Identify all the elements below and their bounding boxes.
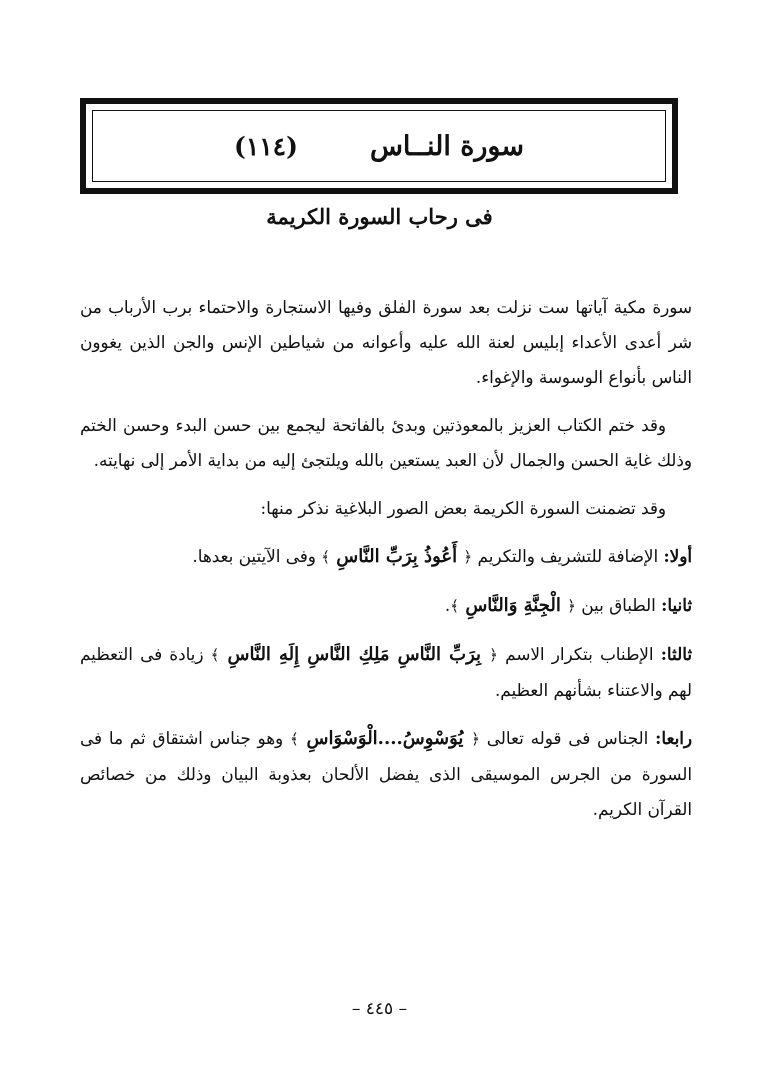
point-third-text: الإطناب بتكرار الاسم — [497, 644, 661, 664]
point-first-lead: أولا: — [663, 546, 692, 566]
point-second-after: . — [444, 595, 451, 615]
point-third-after: زيادة فى التعظيم لهم والاعتناء بشأنهم العظيم. — [80, 644, 692, 700]
point-fourth-after: وهو جناس اشتقاق ثم ما فى السورة من الجرس الموسيقى الذى يفضل الألحان بعذوبة البيان وذلك من خصائص القرآن الكريم. — [80, 728, 692, 819]
paragraph-opening-closing: وقد ختم الكتاب العزيز بالمعوذتين وبدئ بالفاتحة ليجمع بين حسن البدء وحسن الختم وذلك غاية الحسن والجمال لأن العبد يستعين بالله ويلتجئ إليه من بداية الأمر إلى نهايته. — [80, 415, 692, 470]
ornate-open-bracket-icon: ﴿ — [567, 597, 576, 615]
point-first-text: الإضافة للتشريف والتكريم — [472, 546, 664, 566]
page-body — [80, 290, 692, 840]
point-fourth-lead: رابعا: — [655, 728, 693, 748]
ornate-close-bracket-icon: ﴾ — [289, 730, 299, 748]
section-title: فى رحاب السورة الكريمة — [266, 204, 493, 229]
ornate-close-bracket-icon: ﴾ — [321, 548, 330, 566]
point-second-lead: ثانيا: — [661, 595, 692, 615]
point-third — [80, 637, 692, 708]
ornate-open-bracket-icon: ﴿ — [489, 646, 498, 664]
point-fourth-quote: يُوَسْوِسُ....الْوَسْوَاسِ — [298, 728, 472, 749]
surah-number: (١١٤) — [233, 131, 298, 161]
surah-name: سورة النــاس — [369, 130, 525, 162]
point-third-lead: ثالثا: — [660, 644, 692, 664]
point-second-text: الطباق بين — [575, 595, 662, 615]
ornate-open-bracket-icon: ﴿ — [463, 548, 473, 566]
point-second — [80, 588, 692, 624]
point-first-after: وفى الآيتين بعدها. — [192, 546, 322, 566]
ornate-open-bracket-icon: ﴿ — [471, 730, 480, 748]
ornate-close-bracket-icon: ﴾ — [450, 597, 460, 615]
paragraph-rhetoric-intro: وقد تضمنت السورة الكريمة بعض الصور البلاغية نذكر منها: — [260, 498, 666, 518]
point-fourth — [80, 721, 692, 827]
point-second-quote: الْجِنَّةِ وَالنَّاسِ — [459, 595, 568, 616]
point-first-quote: أَعُوذُ بِرَبِّ النَّاسِ — [330, 546, 464, 567]
ornate-close-bracket-icon: ﴾ — [210, 646, 220, 664]
surah-header-frame — [80, 98, 678, 194]
point-fourth-text: الجناس فى قوله تعالى — [479, 728, 656, 748]
paragraph-intro: سورة مكية آياتها ست نزلت بعد سورة الفلق وفيها الاستجارة والاحتماء برب الأرباب من شر أعدى الأعداء إبليس لعنة الله عليه وأعوانه من شياطين الإنس والجن الذين يغوون الناس بأنواع الوسوسة والإغواء. — [80, 297, 692, 387]
point-first — [80, 539, 692, 575]
surah-header-inner — [92, 110, 666, 182]
page-number: – ٤٤٥ – — [351, 999, 408, 1019]
point-third-quote: بِرَبِّ النَّاسِ مَلِكِ النَّاسِ إِلَهِ النَّاسِ — [219, 644, 490, 665]
